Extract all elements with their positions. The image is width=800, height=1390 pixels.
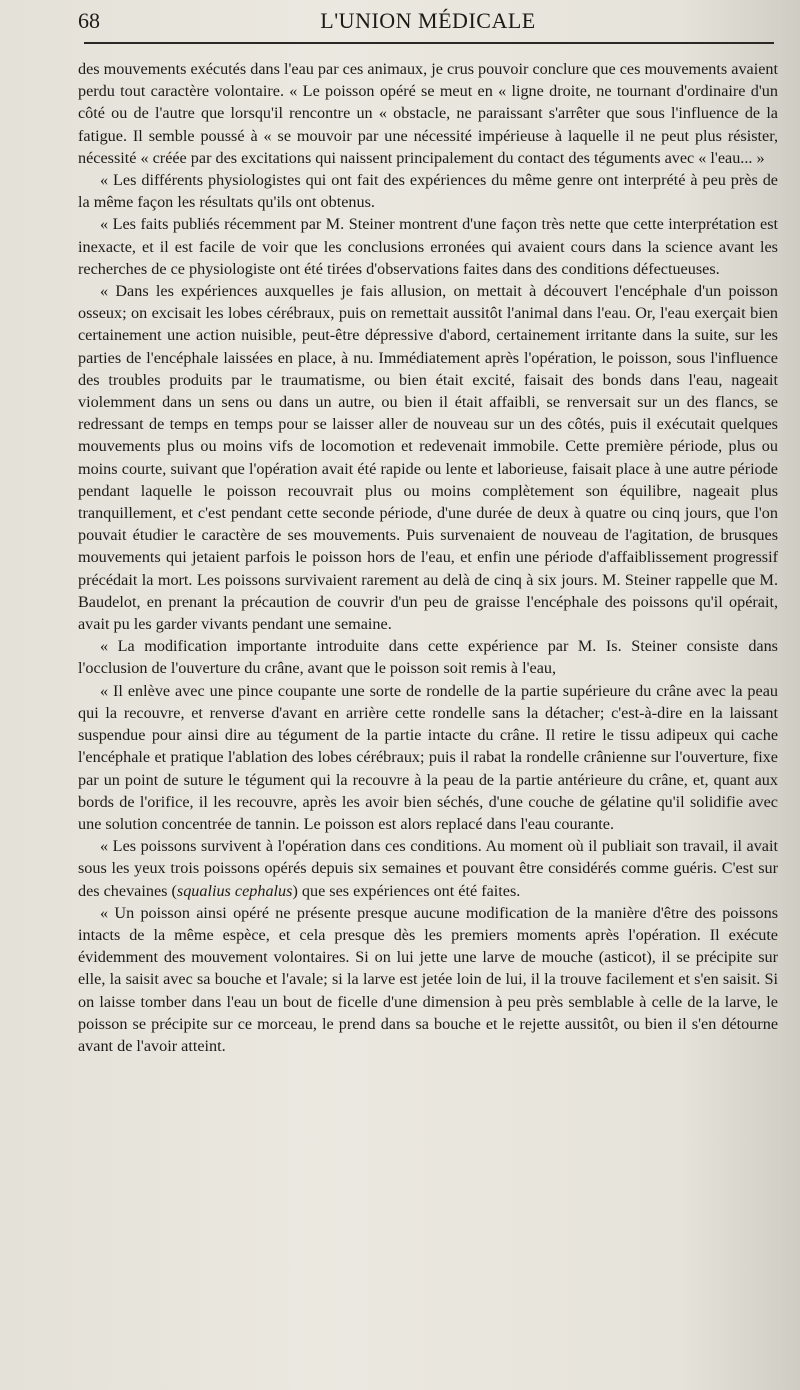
page-number: 68 [78,8,100,33]
header-rule [84,42,774,44]
paragraph-3: « Les faits publiés récemment par M. Steiner montrent d'une façon très nette que cette interprétation est inexacte, et il est facile de voir que les conclusions erronées qui avaient cours dans la science avant les recherches de ce physiologiste ont été tirées d'observations faites dans des conditions défectueuses. [78,215,778,278]
paragraph-6: « Il enlève avec une pince coupante une sorte de rondelle de la partie supérieure du crâne avec la peau qui la recouvre, et renverse d'avant en arrière cette rondelle sans la détacher; c'est-à-dire en la laissant suspendue pour ainsi dire au tégument de la partie intacte du crâne. Il retire le tissu adipeux qui cache l'encéphale et pratique l'ablation des lobes cérébraux; puis il rabat la rondelle crânienne sur l'ouverture, fixe par un point de suture le tégument qui la recouvre à la peau de la partie antérieure du crâne, et, quant aux bords de l'orifice, il les recouvre, après les avoir bien séchés, d'une couche de gélatine qu'il solidifie avec une solution concentrée de tannin. Le poisson est alors replacé dans l'eau courante. [78,681,778,833]
body-text [78,58,778,1057]
species-name: squalius cephalus [176,881,293,900]
paragraph-4: « Dans les expériences auxquelles je fais allusion, on mettait à découvert l'encéphale d'un poisson osseux; on excisait les lobes cérébraux, puis on remettait aussitôt l'animal dans l'eau. Or, l'eau exerçait bien certainement une action nuisible, peut-être dépressive d'abord, certainement irritante dans la suite, sur les parties de l'encéphale laissées en place, à nu. Immédiatement après l'opération, le poisson, sous l'influence des troubles produits par le traumatisme, ou bien était excité, faisait des bonds dans l'eau, nageait violemment dans un sens ou dans un autre, ou bien il était affaibli, se renversait sur un des flancs, se redressant de temps en temps pour se laisser aller de nouveau sur un des côtés, puis il exécutait quelques mouvements plus ou moins vifs de locomotion et redevenait immobile. Cette première période, plus ou moins courte, suivant que l'opération avait été rapide ou lente et laborieuse, faisait place à une autre période pendant laquelle le poisson recouvrait plus ou moins complètement son équilibre, nageait plus tranquillement, et c'est pendant cette seconde période, d'une durée de deux à quatre ou cinq jours, que l'on pouvait étudier le caractère de ses mouvements. Puis survenaient de nouveau de l'agitation, de brusques mouvements qui jetaient parfois le poisson hors de l'eau, et enfin une période d'affaiblissement progressif précédait la mort. Les poissons survivaient rarement au delà de cinq à six jours. M. Steiner rappelle que M. Baudelot, en prenant la précaution de couvrir d'un peu de graisse l'encéphale des poissons qu'il opérait, avait pu les garder vivants pendant une semaine. [78,282,778,634]
page-header [78,8,778,36]
running-title: L'UNION MÉDICALE [320,8,536,33]
paragraph-8: « Un poisson ainsi opéré ne présente presque aucune modification de la manière d'être des poissons intacts de la même espèce, et cela presque dès les premiers moments après l'opération. Il exécute évidemment des mouvement volontaires. Si on lui jette une larve de mouche (asticot), il se précipite sur elle, la saisit avec sa bouche et l'avale; si la larve est jetée loin de lui, il la trouve facilement et s'en saisit. Si on laisse tomber dans l'eau un bout de ficelle d'une dimension à peu près semblable à celle de la larve, le poisson se précipite sur ce morceau, le prend dans sa bouche et le rejette aussitôt, ou bien il s'en détourne avant de l'avoir atteint. [78,903,778,1055]
paragraph-5: « La modification importante introduite dans cette expérience par M. Is. Steiner consiste dans l'occlusion de l'ouverture du crâne, avant que le poisson soit remis à l'eau, [78,637,778,678]
paragraph-2: « Les différents physiologistes qui ont fait des expériences du même genre ont interprété à peu près de la même façon les résultats qu'ils ont obtenus. [78,171,778,212]
paragraph-7 [78,835,778,902]
paragraph-7-text-before: « Les poissons survivent à l'opération dans ces conditions. Au moment où il publiait son travail, il avait sous les yeux trois poissons opérés depuis six semaines et pouvant être considérés comme guéris. C'est sur des chevaines ( [78,837,778,900]
paragraph-1: des mouvements exécutés dans l'eau par ces animaux, je crus pouvoir conclure que ces mouvements avaient perdu tout caractère volontaire. « Le poisson opéré se meut en « ligne droite, ne tournant d'ordinaire d'un côté ou de l'autre que lorsqu'il rencontre un « obstacle, ne paraissant s'arrêter que sous l'influence de la fatigue. Il semble poussé à « se mouvoir par une nécessité impérieuse à laquelle il ne peut plus résister, nécessité « créée par des excitations qui naissent principalement du contact des téguments avec « l'eau... » [78,60,778,167]
paragraph-7-text-after: ) que ses expériences ont été faites. [292,881,521,900]
